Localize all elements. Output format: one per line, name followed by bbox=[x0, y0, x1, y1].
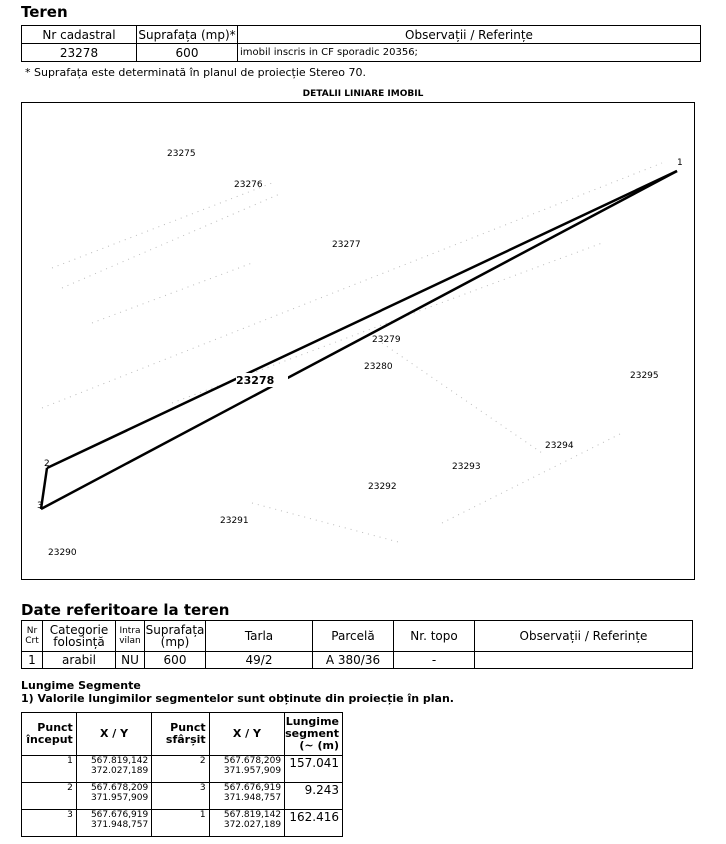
cell-start: 2 bbox=[22, 783, 77, 810]
neighbor-label: 23295 bbox=[630, 371, 659, 381]
neighbor-label: 23277 bbox=[332, 240, 361, 250]
cell-nr-cadastral: 23278 bbox=[22, 44, 137, 62]
cell-x-start: 567.819,142 bbox=[90, 756, 149, 766]
cell-intra-vilan: NU bbox=[116, 652, 145, 669]
table-row bbox=[22, 810, 343, 837]
header-suprafata: Suprafața (mp) bbox=[145, 621, 206, 652]
header-tarla: Tarla bbox=[206, 621, 313, 652]
neighbor-label: 23279 bbox=[372, 335, 401, 345]
cell-x-end: 567.678,209 bbox=[223, 756, 282, 766]
cell-x-start: 567.678,209 bbox=[90, 783, 149, 793]
neighbor-label: 23293 bbox=[452, 462, 481, 472]
header-observatii: Observații / Referințe bbox=[475, 621, 693, 652]
cell-y-end: 371.957,909 bbox=[223, 766, 282, 776]
neighbor-label: 23292 bbox=[368, 482, 397, 492]
header-punct-sfarsit: Punct sfârșit bbox=[152, 713, 209, 756]
cell-observatii: imobil inscris in CF sporadic 20356; bbox=[238, 44, 701, 62]
cell-y-start: 372.027,189 bbox=[90, 766, 149, 776]
neighbor-label: 23290 bbox=[48, 548, 77, 558]
header-lungime: Lungime segment (~ (m) bbox=[285, 713, 343, 756]
cell-y-end: 372.027,189 bbox=[223, 820, 282, 830]
lungime-subtitle: 1) Valorile lungimilor segmentelor sunt obținute din proiecție în plan. bbox=[21, 692, 454, 705]
cell-suprafata: 600 bbox=[145, 652, 206, 669]
teren-table bbox=[21, 25, 701, 62]
neighbor-label: 23275 bbox=[167, 149, 196, 159]
cell-suprafata: 600 bbox=[137, 44, 238, 62]
cell-nr-crt: 1 bbox=[22, 652, 43, 669]
teren-title: Teren bbox=[21, 3, 68, 21]
header-xy-start: X / Y bbox=[76, 713, 151, 756]
date-table bbox=[21, 620, 693, 669]
point-label-2: 2 bbox=[44, 459, 50, 469]
cell-length: 157.041 bbox=[285, 756, 343, 783]
header-nr-crt: Nr Crt bbox=[22, 621, 43, 652]
date-title: Date referitoare la teren bbox=[21, 601, 230, 619]
cell-tarla: 49/2 bbox=[206, 652, 313, 669]
cell-y-start: 371.957,909 bbox=[90, 793, 149, 803]
cell-y-start: 371.948,757 bbox=[90, 820, 149, 830]
header-parcela: Parcelă bbox=[313, 621, 394, 652]
cell-observatii bbox=[475, 652, 693, 669]
neighbor-label: 23291 bbox=[220, 516, 249, 526]
table-row bbox=[22, 756, 343, 783]
cell-y-end: 371.948,757 bbox=[223, 793, 282, 803]
table-row bbox=[22, 783, 343, 810]
cell-length: 9.243 bbox=[285, 783, 343, 810]
parcel-boundary bbox=[41, 171, 677, 509]
header-suprafata: Suprafața (mp)* bbox=[138, 27, 236, 42]
header-categorie: Categorie folosință bbox=[43, 621, 116, 652]
header-intra-vilan: Intra vilan bbox=[116, 621, 145, 652]
cell-nr-topo: - bbox=[394, 652, 475, 669]
neighbor-boundaries bbox=[42, 163, 662, 543]
header-punct-inceput: Punct început bbox=[22, 713, 77, 756]
projection-note: * Suprafața este determinată în planul de proiecție Stereo 70. bbox=[25, 66, 367, 79]
parcel-map bbox=[21, 102, 695, 580]
cell-x-start: 567.676,919 bbox=[90, 810, 149, 820]
cell-x-end: 567.676,919 bbox=[223, 783, 282, 793]
cell-end: 3 bbox=[152, 783, 209, 810]
neighbor-label: 23276 bbox=[234, 180, 263, 190]
neighbor-label: 23294 bbox=[545, 441, 574, 451]
cell-categorie: arabil bbox=[43, 652, 116, 669]
segments-table bbox=[21, 712, 343, 837]
cell-start: 1 bbox=[22, 756, 77, 783]
cell-end: 1 bbox=[152, 810, 209, 837]
cell-parcela: A 380/36 bbox=[313, 652, 394, 669]
cell-start: 3 bbox=[22, 810, 77, 837]
cell-end: 2 bbox=[152, 756, 209, 783]
parcel-drawing bbox=[22, 103, 694, 579]
cell-x-end: 567.819,142 bbox=[223, 810, 282, 820]
cell-length: 162.416 bbox=[285, 810, 343, 837]
map-title: DETALII LINIARE IMOBIL bbox=[302, 89, 424, 99]
header-xy-end: X / Y bbox=[209, 713, 284, 756]
header-nr-cadastral: Nr cadastral bbox=[22, 26, 137, 44]
neighbor-label: 23280 bbox=[364, 362, 393, 372]
point-label-1: 1 bbox=[677, 158, 683, 168]
header-observatii: Observații / Referințe bbox=[238, 26, 701, 44]
parcel-label: 23278 bbox=[236, 374, 275, 387]
lungime-title: Lungime Segmente bbox=[21, 679, 141, 692]
header-nr-topo: Nr. topo bbox=[394, 621, 475, 652]
point-label-3: 3 bbox=[37, 501, 43, 511]
